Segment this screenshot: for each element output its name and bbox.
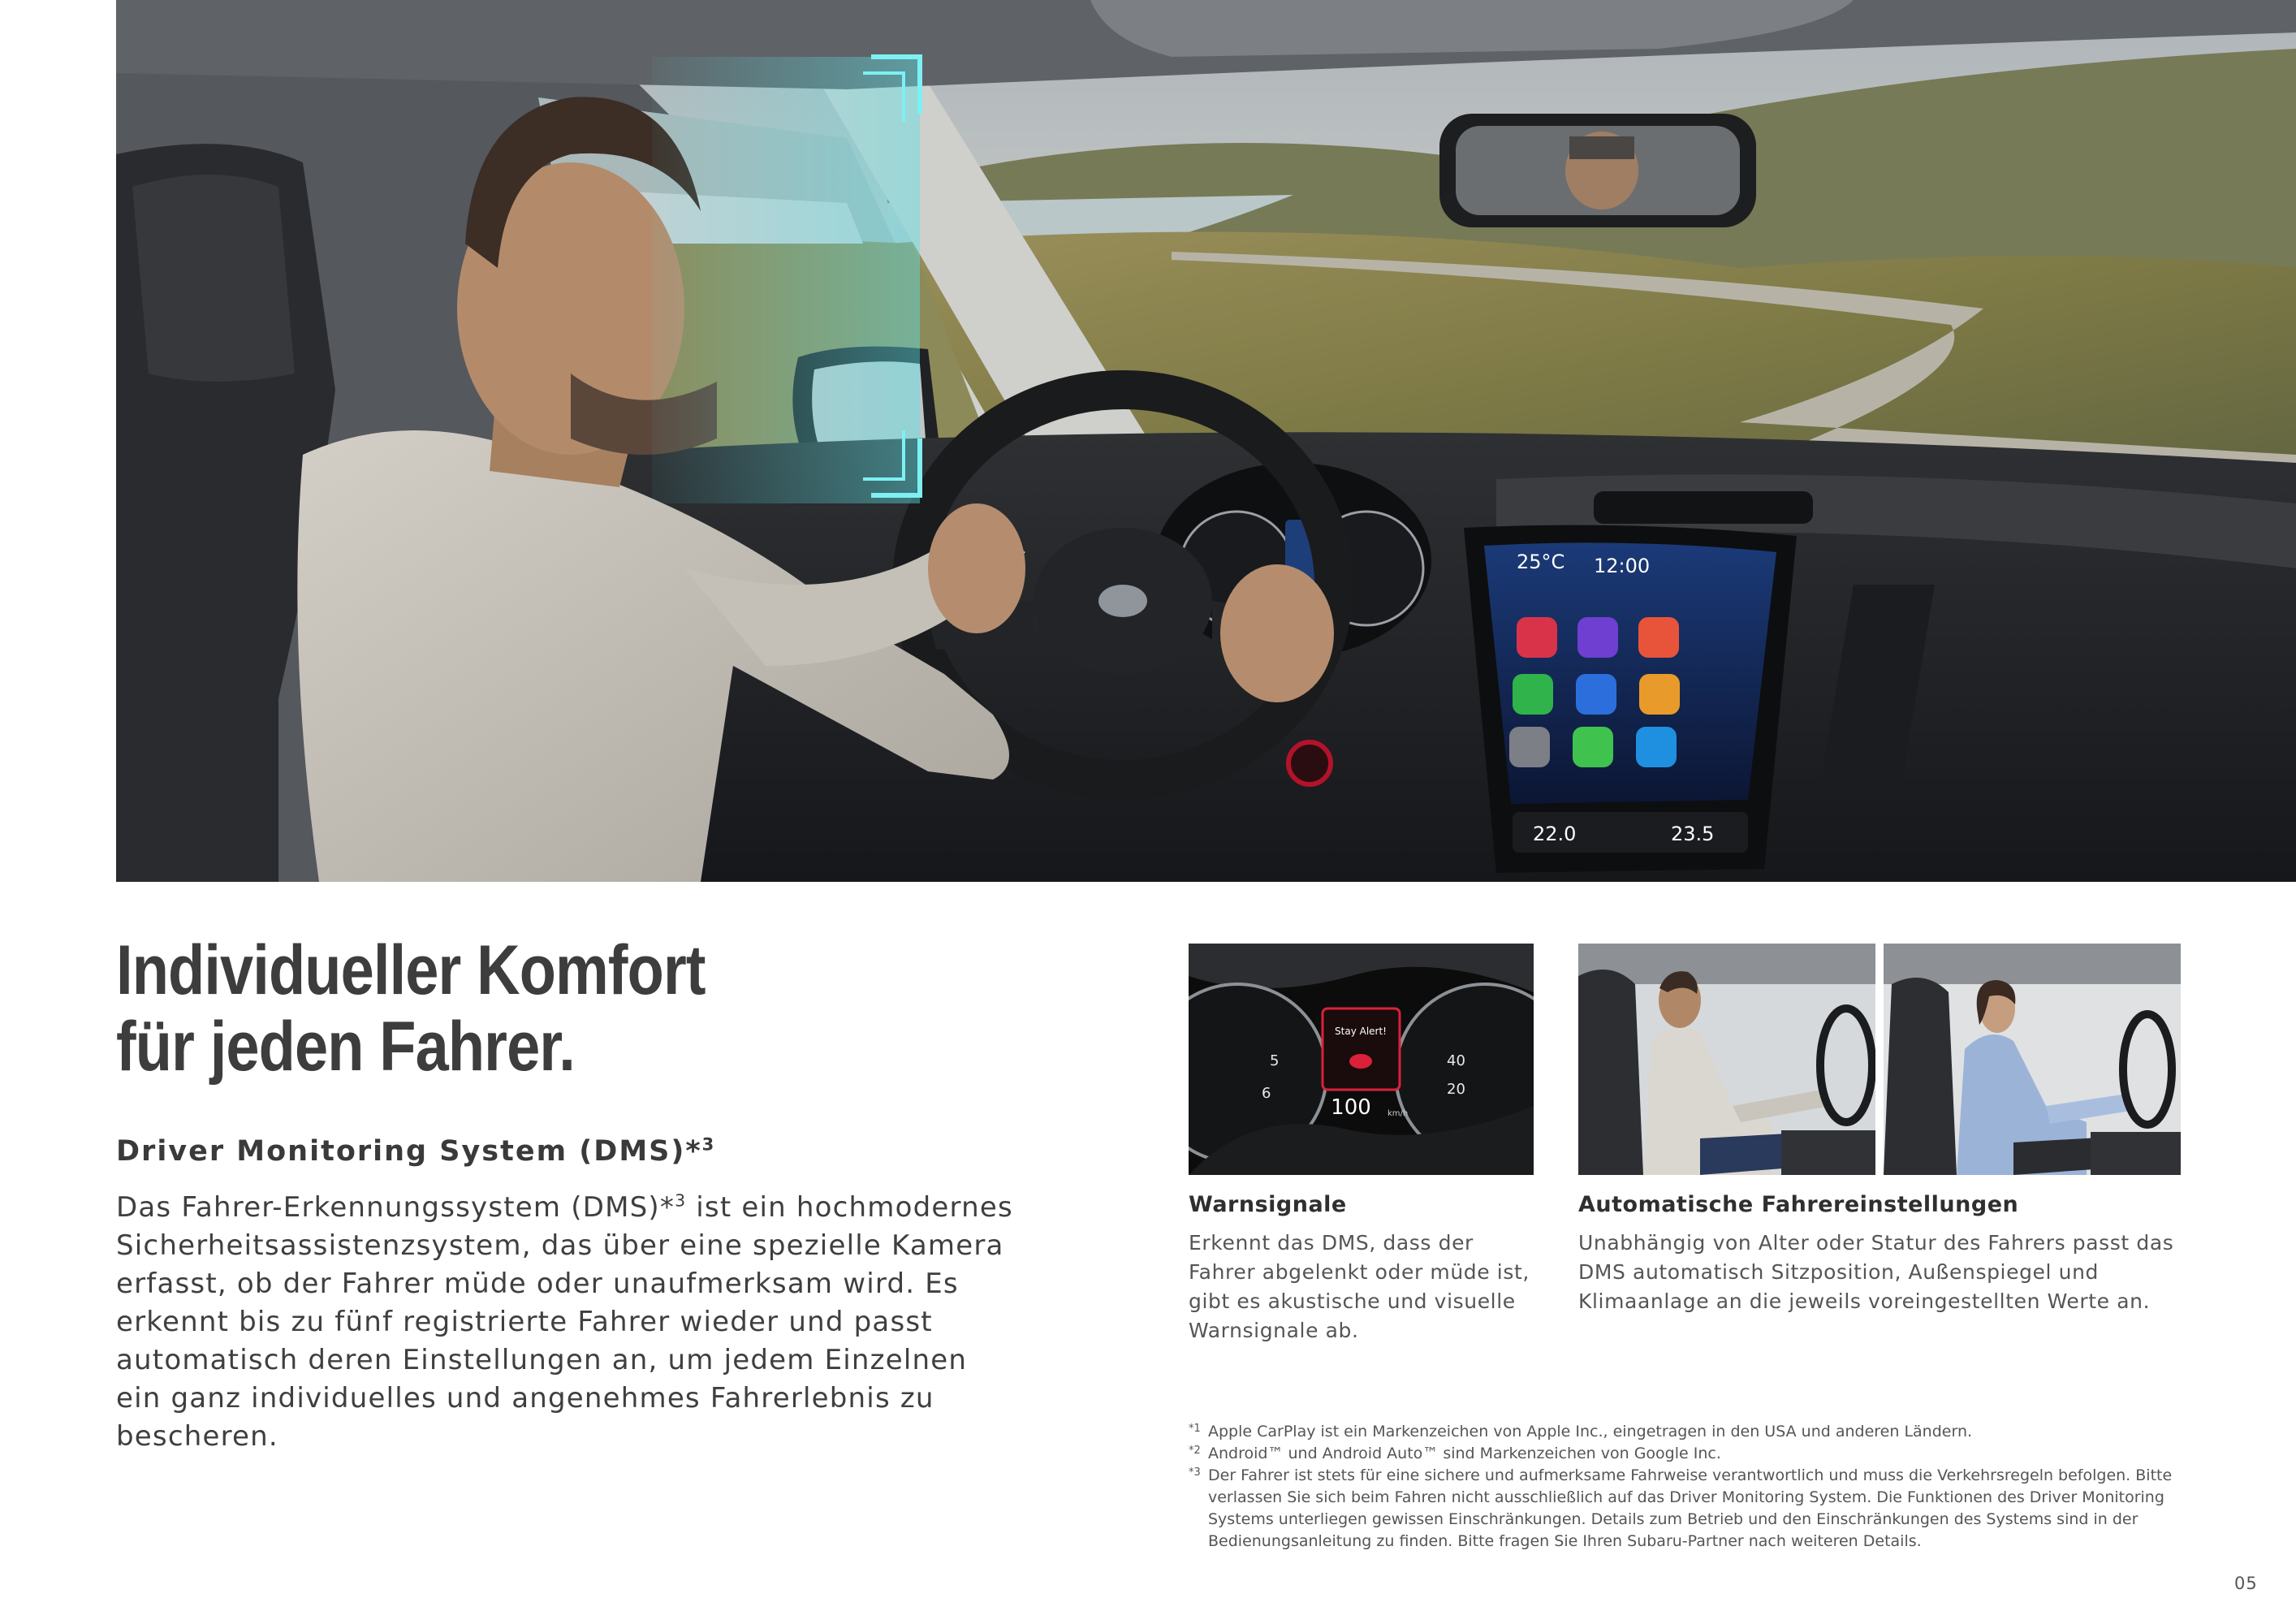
screen-left-temp: 22.0 <box>1533 823 1577 845</box>
female-driver-seat-photo <box>1884 944 2181 1175</box>
screen-temp-text: 25°C <box>1517 551 1565 573</box>
footnote-mark: *1 <box>1189 1423 1201 1435</box>
screen-clock-text: 12:00 <box>1594 555 1651 577</box>
headline-line-1: Individueller Komfort <box>116 931 706 1009</box>
footnote-2 <box>1189 1443 2179 1465</box>
feature-title-warnsignale: Warnsignale <box>1189 1192 1347 1217</box>
subheading-footnote-ref: 3 <box>701 1134 716 1155</box>
svg-text:5: 5 <box>1270 1052 1280 1069</box>
stay-alert-text: Stay Alert! <box>1335 1026 1387 1037</box>
page-number: 05 <box>2234 1574 2258 1593</box>
face-scan-overlay <box>652 57 920 503</box>
body-footnote-ref: 3 <box>675 1190 687 1211</box>
footnote-3 <box>1189 1465 2179 1553</box>
headline-line-2: für jeden Fahrer. <box>116 1008 575 1086</box>
svg-text:20: 20 <box>1447 1081 1465 1098</box>
footnote-text: Apple CarPlay ist ein Markenzeichen von Apple Inc., eingetragen in den USA und anderen Ländern. <box>1208 1423 1973 1440</box>
cluster-speed-unit: km/h <box>1388 1109 1409 1118</box>
cluster-speed-text: 100 <box>1331 1095 1371 1120</box>
body-text-part-2: ist ein hochmodernes Sicherheitsassistenzsystem, das über eine spezielle Kamera erfasst, ob der Fahrer müde oder unaufmerksam wird. Es erkennt bis zu fünf registrierte Fahrer wieder und passt automatisch deren Einstellungen an, um jedem Einzelnen ein ganz individuelles und angenehmes Fahrerlebnis zu bescheren. <box>116 1191 1013 1453</box>
svg-text:6: 6 <box>1262 1085 1271 1102</box>
section-subheading <box>116 1135 1009 1168</box>
screen-right-temp: 23.5 <box>1671 823 1715 845</box>
svg-text:40: 40 <box>1447 1052 1465 1069</box>
footnote-text: Android™ und Android Auto™ sind Markenzeichen von Google Inc. <box>1208 1445 1721 1462</box>
feature-text-fahrereinstellungen: Unabhängig von Alter oder Statur des Fahrers passt das DMS automatisch Sitzposition, Außenspiegel und Klimaanlage an die jeweils voreingestellten Werte an. <box>1578 1231 2174 1313</box>
car-interior-illustration <box>116 0 2296 882</box>
male-driver-seat-photo <box>1578 944 1875 1175</box>
footnotes <box>1189 1421 2179 1553</box>
page-headline <box>116 932 919 1085</box>
screen-app-icons <box>1509 617 1680 767</box>
footnote-text: Der Fahrer ist stets für eine sichere und aufmerksame Fahrweise verantwortlich und muss die Verkehrsregeln befolgen. Bitte verlassen Sie sich beim Fahren nicht ausschließlich auf das Driver Monitoring System. Die Funktionen des Driver Monitoring Systems unterliegen gewissen Einschränkungen. Details zum Betrieb und den Einschränkungen des Systems sind in der Bedienungsanleitung zu finden. Bitte fragen Sie Ihren Subaru-Partner nach weiteren Details. <box>1208 1466 2173 1550</box>
feature-title-fahrereinstellungen: Automatische Fahrereinstellungen <box>1578 1192 2019 1217</box>
body-text-part-1: Das Fahrer-Erkennungssystem (DMS)* <box>116 1191 675 1224</box>
footnote-mark: *2 <box>1189 1445 1201 1457</box>
feature-text-warnsignale: Erkennt das DMS, dass der Fahrer abgelenkt oder müde ist, gibt es akustische und visuelle Warnsignale ab. <box>1189 1231 1530 1342</box>
hero-photo <box>116 0 2296 882</box>
subheading-text: Driver Monitoring System (DMS)* <box>116 1135 702 1168</box>
footnote-mark: *3 <box>1189 1466 1201 1479</box>
warning-cluster-photo <box>1189 944 1534 1175</box>
footnote-1 <box>1189 1421 2179 1443</box>
section-body <box>116 1189 1017 1456</box>
